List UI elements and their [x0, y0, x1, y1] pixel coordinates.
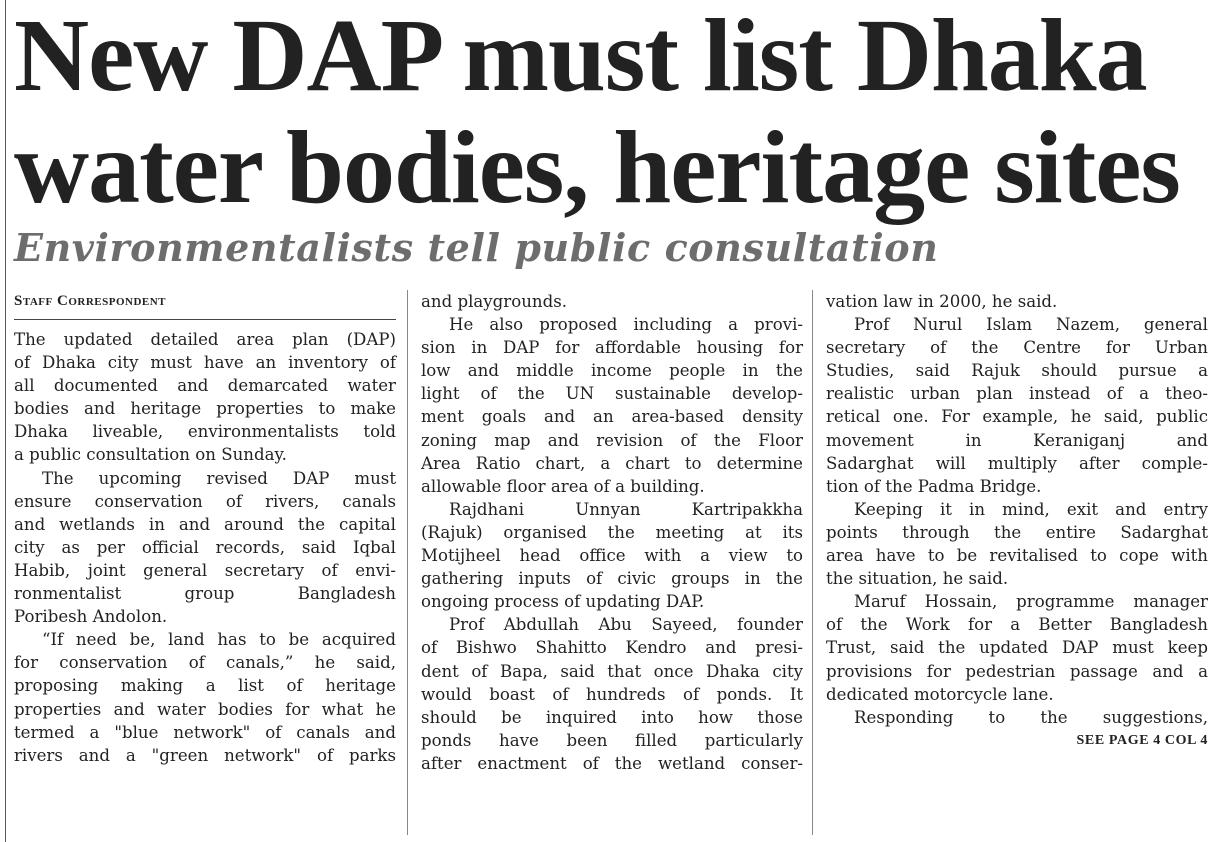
- body-line: (Rajuk) organised the meeting at its: [421, 522, 803, 542]
- body-line: ment goals and an area-based density: [421, 407, 803, 427]
- body-line: rivers and a "green network" of parks: [14, 745, 396, 765]
- body-line: dent of Bapa, said that once Dhaka city: [421, 661, 803, 681]
- body-line: termed a "blue network" of canals and: [14, 722, 396, 742]
- body-line: area have to be revitalised to cope with: [826, 546, 1208, 566]
- body-line: of Dhaka city must have an inventory of: [14, 353, 396, 373]
- body-line: vation law in 2000, he said.: [826, 292, 1058, 311]
- body-line: ongoing process of updating DAP.: [421, 592, 705, 612]
- body-line: ponds have been filled particularly: [421, 730, 803, 750]
- page-left-rule: [5, 0, 6, 842]
- headline-line-2: water bodies, heritage sites: [14, 110, 1180, 225]
- article-column-3: [826, 290, 1208, 752]
- body-line: Prof Abdullah Abu Sayeed, founder: [449, 615, 803, 635]
- body-line: light of the UN sustainable develop-: [421, 384, 803, 404]
- body-line: for conservation of canals,” he said,: [14, 653, 396, 673]
- body-line: Studies, said Rajuk should pursue a: [826, 361, 1208, 381]
- body-line: bodies and heritage properties to make: [14, 399, 396, 419]
- body-line: gathering inputs of civic groups in the: [421, 569, 803, 589]
- column-divider-1: [407, 290, 408, 835]
- body-line: He also proposed including a provi-: [449, 315, 803, 335]
- body-line: Dhaka liveable, environmentalists told: [14, 422, 396, 442]
- body-line: Responding to the suggestions,: [854, 707, 1208, 727]
- body-line: Poribesh Andolon.: [14, 607, 168, 627]
- body-line: of Bishwo Shahitto Kendro and presi-: [421, 638, 803, 658]
- body-line: a public consultation on Sunday.: [14, 445, 287, 465]
- body-line: and wetlands in and around the capital: [14, 514, 396, 534]
- body-line: after enactment of the wetland conser-: [421, 753, 803, 773]
- body-line: Area Ratio chart, a chart to determine: [421, 453, 803, 473]
- body-line: Trust, said the updated DAP must keep: [826, 638, 1208, 658]
- body-line: should be inquired into how those: [421, 707, 803, 727]
- byline: Staff Correspondent: [14, 290, 396, 320]
- body-line: Rajdhani Unnyan Kartripakkha: [449, 499, 803, 519]
- body-line: the situation, he said.: [826, 569, 1009, 589]
- subheadline: Environmentalists tell public consultation: [14, 225, 939, 270]
- article-column-1: [14, 290, 396, 767]
- body-line: Maruf Hossain, programme manager: [854, 592, 1208, 612]
- body-line: retical one. For example, he said, public: [826, 407, 1208, 427]
- column-divider-2: [812, 290, 813, 835]
- body-line: ensure conservation of rivers, canals: [14, 491, 396, 511]
- body-line: The upcoming revised DAP must: [42, 468, 396, 488]
- body-line: Prof Nurul Islam Nazem, general: [854, 315, 1208, 335]
- body-line: Sadarghat will multiply after comple-: [826, 453, 1208, 473]
- body-line: proposing making a list of heritage: [14, 676, 396, 696]
- headline-line-1: New DAP must list Dhaka: [14, 0, 1147, 113]
- body-line: Habib, joint general secretary of envi-: [14, 560, 396, 580]
- body-line: sion in DAP for affordable housing for: [421, 338, 803, 358]
- headline: [14, 0, 1214, 224]
- body-line: all documented and demarcated water: [14, 376, 396, 396]
- body-line: zoning map and revision of the Floor: [421, 430, 803, 450]
- body-line: The updated detailed area plan (DAP): [14, 330, 396, 349]
- body-line: dedicated motorcycle lane.: [826, 684, 1054, 704]
- body-line: low and middle income people in the: [421, 361, 803, 381]
- body-line: points through the entire Sadarghat: [826, 522, 1208, 542]
- body-line: would boast of hundreds of ponds. It: [421, 684, 803, 704]
- body-line: city as per official records, said Iqbal: [14, 537, 396, 557]
- body-line: movement in Keraniganj and: [826, 430, 1208, 450]
- body-line: of the Work for a Better Bangladesh: [826, 615, 1208, 635]
- body-line: tion of the Padma Bridge.: [826, 476, 1042, 496]
- article-column-2: [421, 290, 803, 775]
- body-line: provisions for pedestrian passage and a: [826, 661, 1208, 681]
- body-line: Keeping it in mind, exit and entry: [854, 499, 1208, 519]
- body-line: and playgrounds.: [421, 292, 568, 311]
- body-line: “If need be, land has to be acquired: [42, 630, 396, 650]
- continuation-jump-line[interactable]: SEE PAGE 4 COL 4: [1076, 732, 1208, 748]
- body-line: secretary of the Centre for Urban: [826, 338, 1208, 358]
- body-line: realistic urban plan instead of a theo-: [826, 384, 1208, 404]
- body-line: properties and water bodies for what he: [14, 699, 396, 719]
- body-line: ronmentalist group Bangladesh: [14, 584, 396, 604]
- body-line: Motijheel head office with a view to: [421, 546, 803, 566]
- body-line: allowable floor area of a building.: [421, 476, 705, 496]
